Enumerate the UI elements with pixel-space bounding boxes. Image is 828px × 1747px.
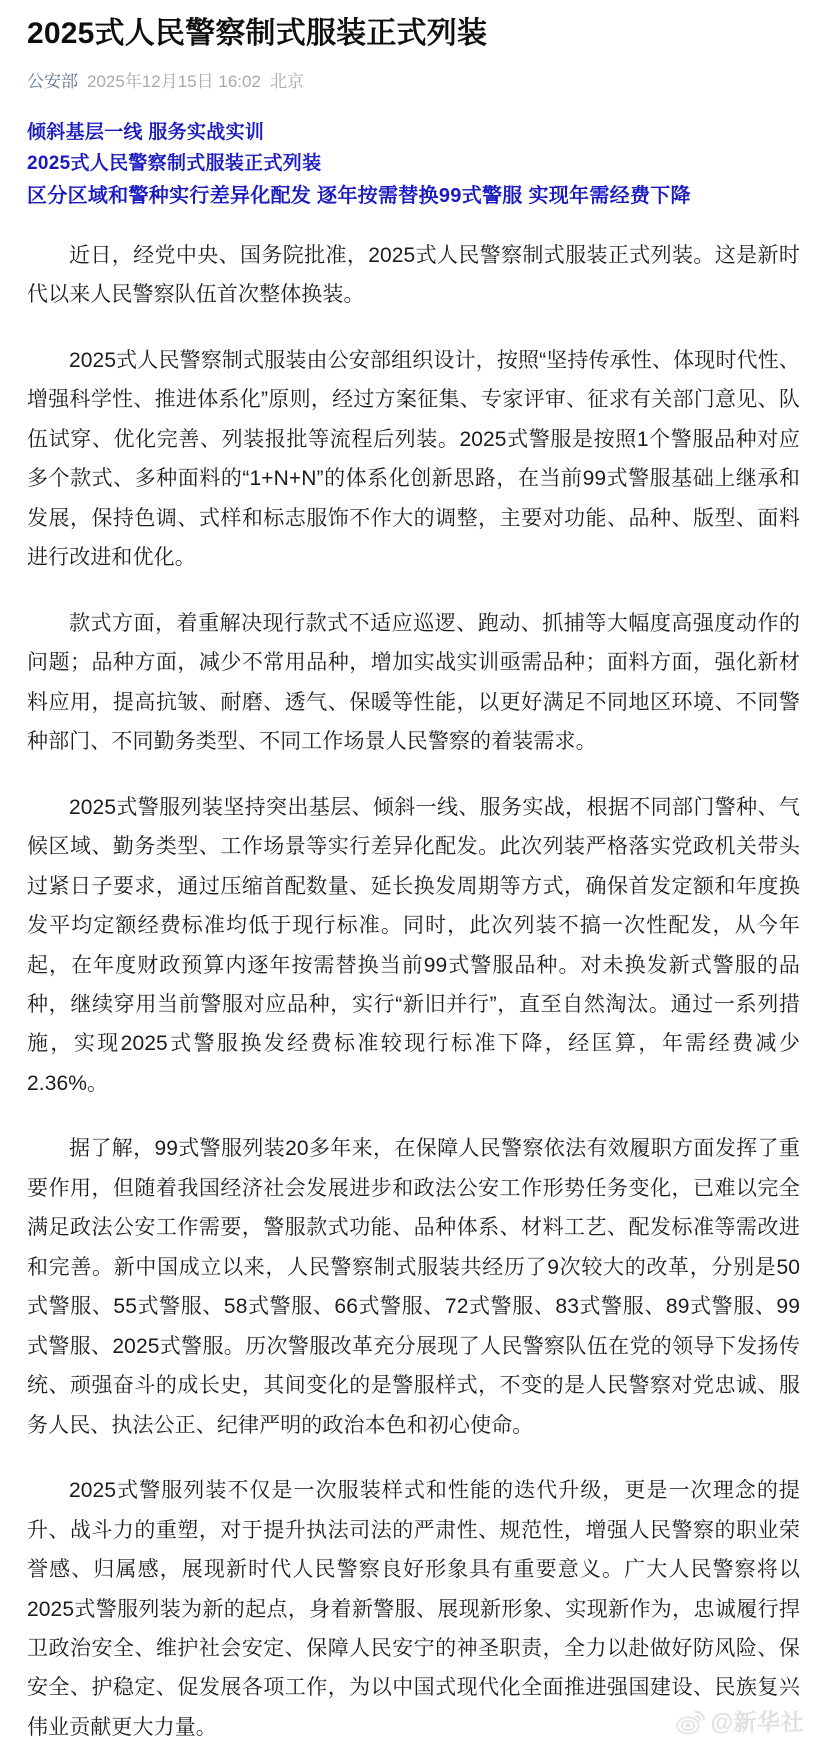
subtitle-line-3: 区分区域和警种实行差异化配发 逐年按需替换99式警服 实现年需经费下降: [27, 184, 691, 207]
subtitle-line-1: 倾斜基层一线 服务实战实训: [27, 122, 265, 144]
article-paragraph: 据了解，99式警服列装20多年来，在保障人民警察依法有效履职方面发挥了重要作用，但随着我国经济社会发展进步和政法公安工作形势任务变化，已难以完全满足政法公安工作需要，警服款式功能、品种体系、材料工艺、配发标准等需改进和完善。新中国成立以来，人民警察制式服装共经历了9次较大的改革，分别是50式警服、55式警服、58式警服、66式警服、72式警服、83式警服、89式警服、99式警服、2025式警服。历次警服改革充分展现了人民警察队伍在党的领导下发扬传统、顽强奋斗的成长史，其间变化的是警服样式，不变的是人民警察对党忠诚、服务人民、执法公正、纪律严明的政治本色和初心使命。: [27, 1137, 800, 1437]
watermark-handle: @新华社: [710, 1708, 804, 1735]
meta-timestamp: 2025年12月15日 16:02: [87, 71, 261, 91]
article-meta: [27, 69, 800, 95]
article-paragraph: 2025式警服列装坚持突出基层、倾斜一线、服务实战，根据不同部门警种、气候区域、勤务类型、工作场景等实行差异化配发。此次列装严格落实党政机关带头过紧日子要求，通过压缩首配数量、延长换发周期等方式，确保首发定额和年度换发平均定额经费标准均低于现行标准。同时，此次列装不搞一次性配发，从今年起，在年度财政预算内逐年按需替换当前99式警服品种。对未换发新式警服的品种，继续穿用当前警服对应品种，实行“新旧并行”，直至自然淘汰。通过一系列措施，实现2025式警服换发经费标准较现行标准下降，经匡算，年需经费减少2.36%。: [27, 795, 800, 1095]
meta-location: 北京: [269, 71, 304, 91]
article-paragraph: 近日，经党中央、国务院批准，2025式人民警察制式服装正式列装。这是新时代以来人民警察队伍首次整体换装。: [27, 244, 800, 307]
article-paragraph: 2025式警服列装不仅是一次服装样式和性能的迭代升级，更是一次理念的提升、战斗力的重塑，对于提升执法司法的严肃性、规范性，增强人民警察的职业荣誉感、归属感，展现新时代人民警察良好形象具有重要意义。广大人民警察将以2025式警服列装为新的起点，身着新警服、展现新形象、实现新作为，忠诚履行捍卫政治安全、维护社会安定、保障人民安宁的神圣职责，全力以赴做好防风险、保安全、护稳定、促发展各项工作，为以中国式现代化全面推进强国建设、民族复兴伟业贡献更大力量。: [27, 1479, 800, 1739]
subtitle-block: [27, 118, 800, 212]
article-paragraph: 2025式人民警察制式服装由公安部组织设计，按照“坚持传承性、体现时代性、增强科学性、推进体系化”原则，经过方案征集、专家评审、征求有关部门意见、队伍试穿、优化完善、列装报批等流程后列装。2025式警服是按照1个警服品种对应多个款式、多种面料的“1+N+N”的体系化创新思路，在当前99式警服基础上继承和发展，保持色调、式样和标志服饰不作大的调整，主要对功能、品种、版型、面料进行改进和优化。: [27, 348, 800, 570]
page-title: 2025式人民警察制式服装正式列装: [27, 17, 488, 50]
article-paragraph: 款式方面，着重解决现行款式不适应巡逻、跑动、抓捕等大幅度高强度动作的问题；品种方面，减少不常用品种，增加实战实训亟需品种；面料方面，强化新材料应用，提高抗皱、耐磨、透气、保暖等性能，以更好满足不同地区环境、不同警种部门、不同勤务类型、不同工作场景人民警察的着装需求。: [27, 611, 800, 754]
meta-source[interactable]: 公安部: [27, 71, 78, 91]
subtitle-line-2: 2025式人民警察制式服装正式列装: [27, 152, 322, 174]
article-body: [27, 236, 800, 1747]
